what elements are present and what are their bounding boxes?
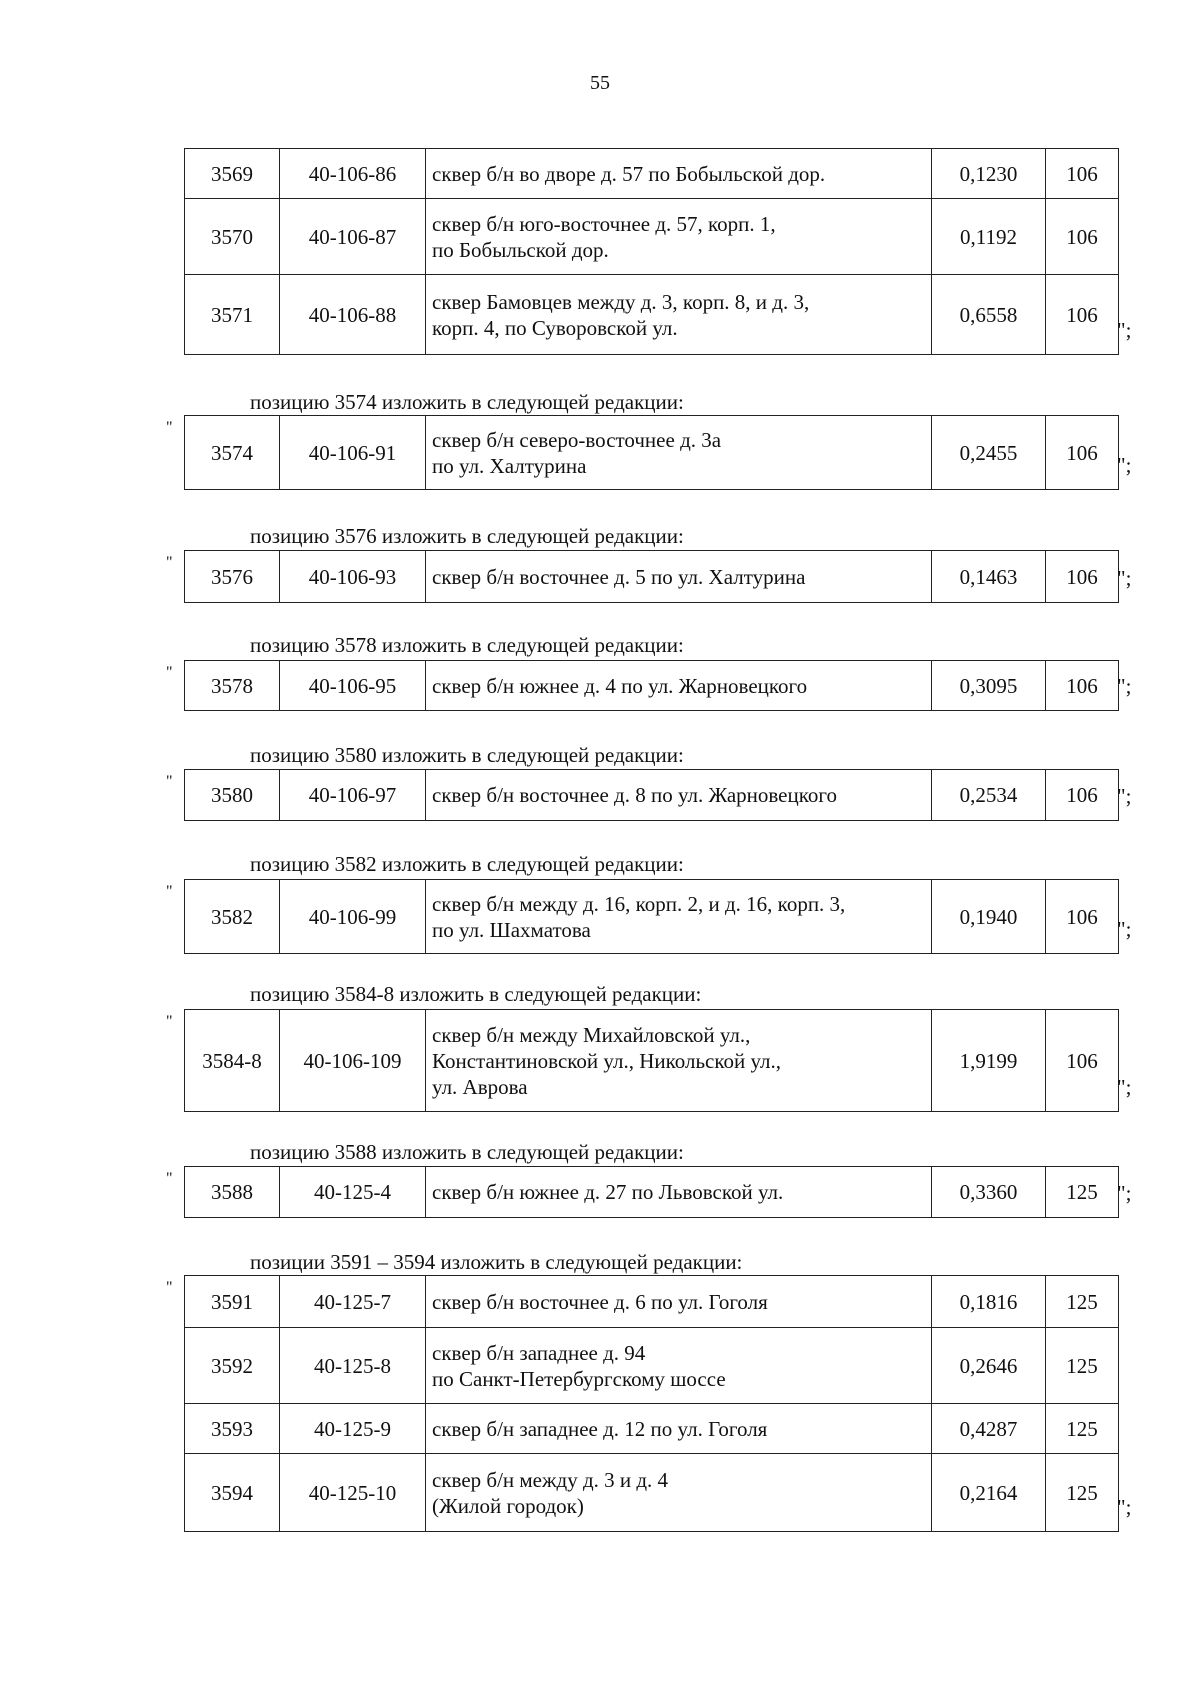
opening-quote: " <box>166 664 173 681</box>
section-instruction: позицию 3576 изложить в следующей редакции: <box>250 524 684 548</box>
zone-cell: 106 <box>1046 880 1119 954</box>
description-line: сквер б/н южнее д. 4 по ул. Жарновецкого <box>432 673 808 698</box>
description-line: сквер б/н западнее д. 94 <box>432 1340 646 1365</box>
opening-quote: " <box>166 1279 173 1296</box>
table-row <box>185 416 1119 490</box>
zone-cell: 106 <box>1046 275 1119 355</box>
zone-cell: 125 <box>1046 1276 1119 1328</box>
description-cell <box>426 551 932 603</box>
zone-cell: 125 <box>1046 1454 1119 1532</box>
description-line: (Жилой городок) <box>432 1493 584 1518</box>
position-table <box>184 769 1119 821</box>
position-number-cell: 3569 <box>185 149 280 199</box>
position-number-cell: 3584-8 <box>185 1010 280 1112</box>
closing-quote: "; <box>1117 453 1132 477</box>
area-cell: 0,1940 <box>932 880 1046 954</box>
position-table <box>184 550 1119 603</box>
position-table <box>184 660 1119 711</box>
area-cell: 0,1816 <box>932 1276 1046 1328</box>
description-line: по ул. Шахматова <box>432 917 591 942</box>
section-instruction: позицию 3580 изложить в следующей редакции: <box>250 743 684 767</box>
page-number: 55 <box>590 72 610 94</box>
description-line: сквер б/н восточнее д. 6 по ул. Гоголя <box>432 1289 768 1314</box>
closing-quote: "; <box>1117 1181 1132 1205</box>
zone-cell: 106 <box>1046 661 1119 711</box>
area-cell: 0,1230 <box>932 149 1046 199</box>
table-row <box>185 1167 1119 1218</box>
description-cell <box>426 1167 932 1218</box>
cadastral-code-cell: 40-106-93 <box>280 551 426 603</box>
area-cell: 0,1463 <box>932 551 1046 603</box>
zone-cell: 106 <box>1046 551 1119 603</box>
cadastral-code-cell: 40-125-10 <box>280 1454 426 1532</box>
description-line: сквер Бамовцев между д. 3, корп. 8, и д. 3, <box>432 289 810 314</box>
description-cell <box>426 661 932 711</box>
zone-cell: 125 <box>1046 1328 1119 1404</box>
position-number-cell: 3593 <box>185 1404 280 1454</box>
description-line: по Санкт-Петербургскому шоссе <box>432 1366 726 1391</box>
opening-quote: " <box>166 1013 173 1030</box>
description-line: сквер б/н северо-восточнее д. 3а <box>432 427 722 452</box>
area-cell: 0,3360 <box>932 1167 1046 1218</box>
closing-quote: "; <box>1117 566 1132 590</box>
closing-quote: "; <box>1117 318 1132 342</box>
position-table <box>184 1009 1119 1112</box>
table-row <box>185 770 1119 821</box>
cadastral-code-cell: 40-106-99 <box>280 880 426 954</box>
cadastral-code-cell: 40-106-88 <box>280 275 426 355</box>
position-number-cell: 3578 <box>185 661 280 711</box>
position-table <box>184 148 1119 355</box>
table-row <box>185 880 1119 954</box>
closing-quote: "; <box>1117 1075 1132 1099</box>
description-line: сквер б/н во дворе д. 57 по Бобыльской дор. <box>432 161 826 186</box>
table-row <box>185 551 1119 603</box>
description-cell <box>426 199 932 275</box>
zone-cell: 106 <box>1046 1010 1119 1112</box>
zone-cell: 106 <box>1046 199 1119 275</box>
table-row <box>185 1454 1119 1532</box>
description-line: по Бобыльской дор. <box>432 237 609 262</box>
description-cell <box>426 1328 932 1404</box>
table-row <box>185 1010 1119 1112</box>
description-cell <box>426 1276 932 1328</box>
area-cell: 0,3095 <box>932 661 1046 711</box>
area-cell: 0,2164 <box>932 1454 1046 1532</box>
table-row <box>185 275 1119 355</box>
description-cell <box>426 275 932 355</box>
table-row <box>185 1276 1119 1328</box>
description-line: сквер б/н между д. 16, корп. 2, и д. 16, корп. 3, <box>432 891 846 916</box>
area-cell: 0,2646 <box>932 1328 1046 1404</box>
description-line: сквер б/н восточнее д. 8 по ул. Жарновецкого <box>432 783 837 807</box>
opening-quote: " <box>166 419 173 436</box>
section-instruction: позицию 3574 изложить в следующей редакции: <box>250 390 684 414</box>
closing-quote: "; <box>1117 1495 1132 1519</box>
position-number-cell: 3571 <box>185 275 280 355</box>
description-line: сквер б/н между Михайловской ул., <box>432 1022 751 1047</box>
description-cell <box>426 1454 932 1532</box>
section-instruction: позицию 3578 изложить в следующей редакции: <box>250 633 684 657</box>
area-cell: 1,9199 <box>932 1010 1046 1112</box>
cadastral-code-cell: 40-125-4 <box>280 1167 426 1218</box>
table-row <box>185 1328 1119 1404</box>
zone-cell: 125 <box>1046 1167 1119 1218</box>
cadastral-code-cell: 40-106-86 <box>280 149 426 199</box>
area-cell: 0,6558 <box>932 275 1046 355</box>
description-line: сквер б/н между д. 3 и д. 4 <box>432 1467 669 1492</box>
closing-quote: "; <box>1117 674 1132 698</box>
description-line: сквер б/н западнее д. 12 по ул. Гоголя <box>432 1416 768 1441</box>
area-cell: 0,2534 <box>932 770 1046 821</box>
description-cell <box>426 880 932 954</box>
cadastral-code-cell: 40-125-8 <box>280 1328 426 1404</box>
zone-cell: 125 <box>1046 1404 1119 1454</box>
description-line: сквер б/н южнее д. 27 по Львовской ул. <box>432 1180 784 1204</box>
cadastral-code-cell: 40-106-91 <box>280 416 426 490</box>
zone-cell: 106 <box>1046 149 1119 199</box>
cadastral-code-cell: 40-125-9 <box>280 1404 426 1454</box>
position-number-cell: 3592 <box>185 1328 280 1404</box>
position-table <box>184 879 1119 954</box>
section-instruction: позицию 3584-8 изложить в следующей редакции: <box>250 982 702 1006</box>
cadastral-code-cell: 40-106-87 <box>280 199 426 275</box>
description-cell <box>426 1404 932 1454</box>
position-table <box>184 415 1119 490</box>
position-table <box>184 1275 1119 1532</box>
description-cell <box>426 149 932 199</box>
position-number-cell: 3588 <box>185 1167 280 1218</box>
position-number-cell: 3594 <box>185 1454 280 1532</box>
section-instruction: позицию 3588 изложить в следующей редакции: <box>250 1140 684 1164</box>
position-number-cell: 3574 <box>185 416 280 490</box>
table-row <box>185 199 1119 275</box>
cadastral-code-cell: 40-106-95 <box>280 661 426 711</box>
opening-quote: " <box>166 554 173 571</box>
table-row <box>185 149 1119 199</box>
position-table <box>184 1166 1119 1218</box>
opening-quote: " <box>166 1170 173 1187</box>
area-cell: 0,4287 <box>932 1404 1046 1454</box>
closing-quote: "; <box>1117 917 1132 941</box>
description-line: корп. 4, по Суворовской ул. <box>432 315 678 340</box>
cadastral-code-cell: 40-125-7 <box>280 1276 426 1328</box>
table-row <box>185 1404 1119 1454</box>
opening-quote: " <box>166 773 173 790</box>
closing-quote: "; <box>1117 784 1132 808</box>
area-cell: 0,2455 <box>932 416 1046 490</box>
description-line: сквер б/н юго-восточнее д. 57, корп. 1, <box>432 211 776 236</box>
position-number-cell: 3580 <box>185 770 280 821</box>
description-line: ул. Аврова <box>432 1074 528 1099</box>
description-line: Константиновской ул., Никольской ул., <box>432 1048 782 1073</box>
cadastral-code-cell: 40-106-97 <box>280 770 426 821</box>
description-line: по ул. Халтурина <box>432 453 587 478</box>
description-line: сквер б/н восточнее д. 5 по ул. Халтурина <box>432 564 806 589</box>
position-number-cell: 3576 <box>185 551 280 603</box>
position-number-cell: 3582 <box>185 880 280 954</box>
section-instruction: позицию 3582 изложить в следующей редакции: <box>250 852 684 876</box>
section-instruction: позиции 3591 – 3594 изложить в следующей редакции: <box>250 1250 743 1274</box>
description-cell <box>426 1010 932 1112</box>
cadastral-code-cell: 40-106-109 <box>280 1010 426 1112</box>
position-number-cell: 3591 <box>185 1276 280 1328</box>
description-cell <box>426 770 932 821</box>
table-row <box>185 661 1119 711</box>
zone-cell: 106 <box>1046 416 1119 490</box>
position-number-cell: 3570 <box>185 199 280 275</box>
opening-quote: " <box>166 883 173 900</box>
description-cell <box>426 416 932 490</box>
area-cell: 0,1192 <box>932 199 1046 275</box>
zone-cell: 106 <box>1046 770 1119 821</box>
